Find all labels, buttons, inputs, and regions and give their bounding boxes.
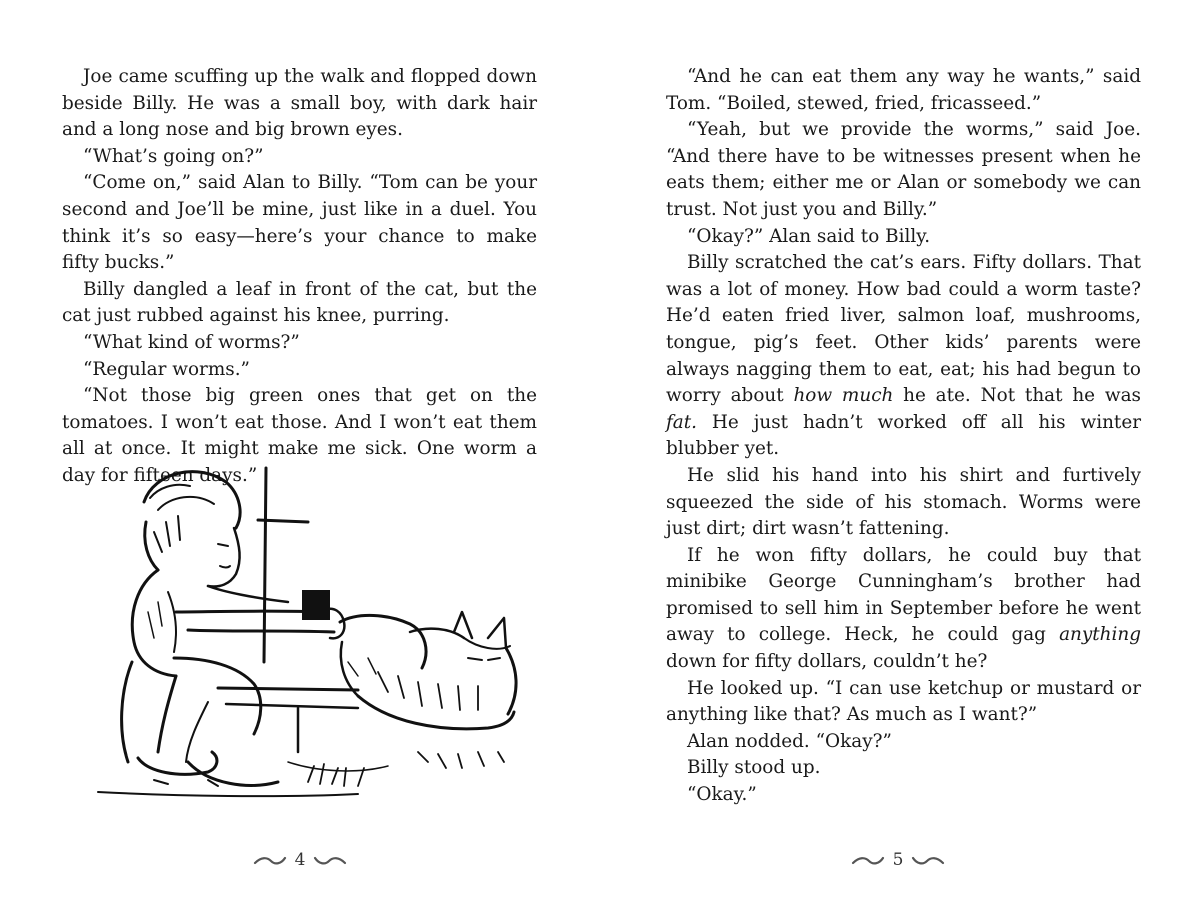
left-text-block xyxy=(62,64,537,490)
paragraph: Alan nodded. “Okay?” xyxy=(687,730,892,752)
page-number: 4 xyxy=(294,850,306,870)
paragraph: “Yeah, but we provide the worms,” said Joe. “And there have to be witnesses present when he eats them; either me or Alan or somebody we can trust. Not just you and Billy.” xyxy=(666,119,1141,220)
left-swash-ornament xyxy=(851,854,885,866)
paragraph: Billy stood up. xyxy=(687,757,821,779)
paragraph: “What’s going on?” xyxy=(83,145,264,167)
paragraph: “Not those big green ones that get on the tomatoes. I won’t eat those. And I won’t eat them all at once. It might make me sick. One worm a day for fifteen days.” xyxy=(62,385,537,486)
paragraph xyxy=(666,543,1141,676)
paragraph: Billy dangled a leaf in front of the cat, but the cat just rubbed against his knee, purring. xyxy=(62,278,537,327)
right-swash-ornament xyxy=(313,854,347,866)
paragraph: “Okay?” Alan said to Billy. xyxy=(687,225,931,247)
emphasis: fat. xyxy=(666,411,698,433)
page-number-footer xyxy=(828,848,968,872)
text-run: down for fifty dollars, couldn’t he? xyxy=(666,651,988,673)
right-swash-ornament xyxy=(911,854,945,866)
boy-and-cat-illustration xyxy=(58,462,536,807)
emphasis: anything xyxy=(1059,624,1141,646)
paragraph: He looked up. “I can use ketchup or mustard or anything like that? As much as I want?” xyxy=(666,677,1141,726)
page-number: 5 xyxy=(892,850,904,870)
right-page xyxy=(600,0,1200,900)
paragraph: “What kind of worms?” xyxy=(83,331,300,353)
left-swash-ornament xyxy=(253,854,287,866)
paragraph: “Regular worms.” xyxy=(83,358,250,380)
paragraph: “Come on,” said Alan to Billy. “Tom can be your second and Joe’ll be mine, just like in a duel. You think it’s so easy—here’s your chance to make fifty bucks.” xyxy=(62,172,537,274)
right-text-block xyxy=(666,64,1141,809)
paragraph: He slid his hand into his shirt and furtively squeezed the side of his stomach. Worms were just dirt; dirt wasn’t fattening. xyxy=(666,464,1141,540)
text-run: He just hadn’t worked off all his winter blubber yet. xyxy=(666,411,1141,460)
paragraph xyxy=(666,250,1141,463)
page-number-footer xyxy=(230,848,370,872)
paragraph: “Okay.” xyxy=(687,784,757,806)
paragraph: Joe came scuffing up the walk and flopped down beside Billy. He was a small boy, with dark hair and a long nose and big brown eyes. xyxy=(62,66,537,141)
paragraph: “And he can eat them any way he wants,” said Tom. “Boiled, stewed, fried, fricasseed.” xyxy=(666,66,1141,114)
text-run: Billy scratched the cat’s ears. Fifty dollars. That was a lot of money. How bad could a worm taste? He’d eaten fried liver, salmon loaf, mushrooms, tongue, pig’s feet. Other kids’ parents were always nagging them to eat, eat; his had begun to worry about xyxy=(666,252,1141,407)
text-run: If he won fifty dollars, he could buy that minibike George Cunningham’s brother had promised to sell him in September before he went away to college. Heck, he could gag xyxy=(666,544,1141,646)
emphasis: how much xyxy=(793,385,894,407)
text-run: he ate. Not that he was xyxy=(893,385,1141,407)
